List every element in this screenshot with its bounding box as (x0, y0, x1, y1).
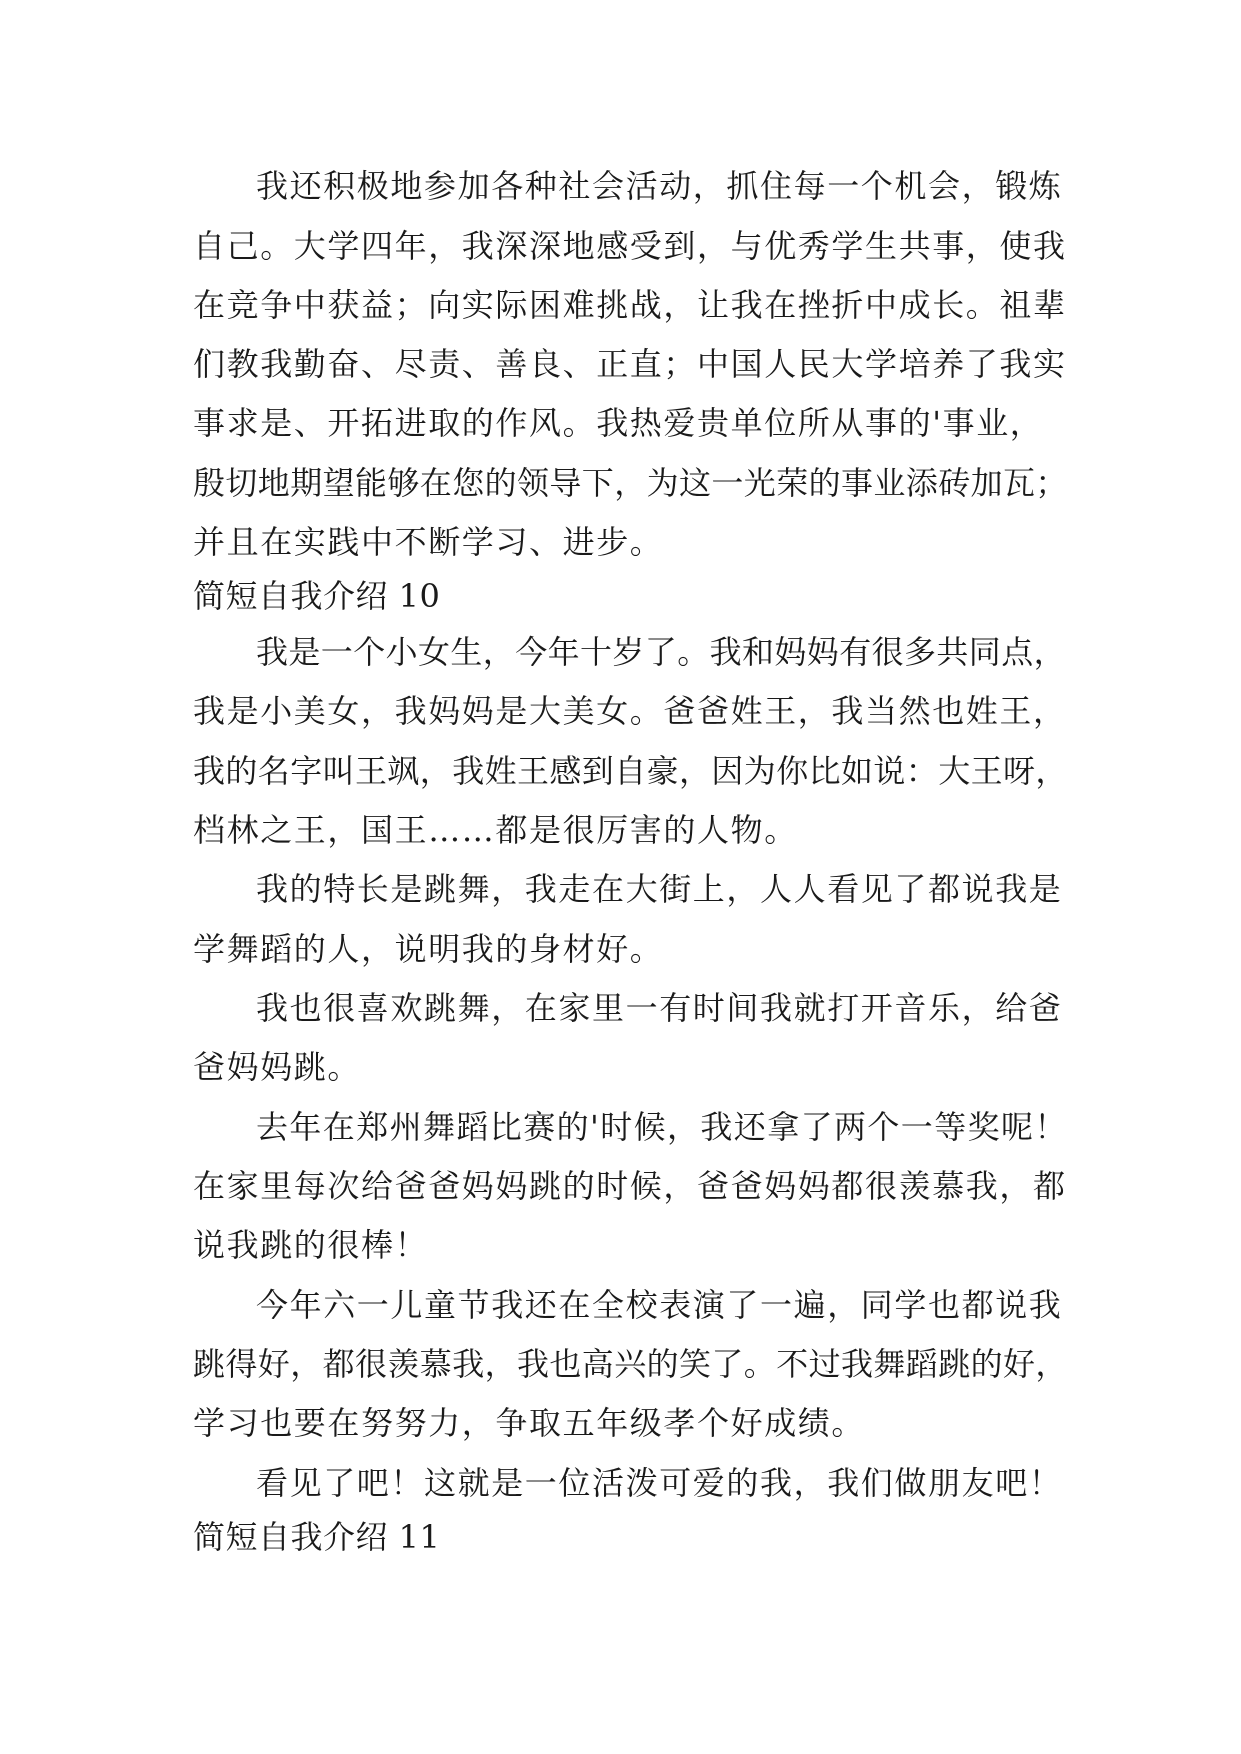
paragraph-line: 跳得好，都很羡慕我，我也高兴的笑了。不过我舞蹈跳的好， (193, 1345, 1068, 1383)
paragraph-line: 我也很喜欢跳舞，在家里一有时间我就打开音乐，给爸 (256, 989, 1063, 1027)
paragraph-line: 在竞争中获益；向实际困难挑战，让我在挫折中成长。祖辈 (193, 286, 1067, 324)
paragraph-line: 看见了吧！这就是一位活泼可爱的我，我们做朋友吧！ (256, 1464, 1063, 1502)
paragraph-line: 去年在郑州舞蹈比赛的'时候，我还拿了两个一等奖呢！ (256, 1108, 1068, 1146)
paragraph-line: 并且在实践中不断学习、进步。 (193, 523, 664, 561)
paragraph-line: 我的名字叫王飒，我姓王感到自豪，因为你比如说：大王呀， (193, 752, 1068, 790)
paragraph-line: 殷切地期望能够在您的领导下，为这一光荣的事业添砖加瓦； (193, 464, 1068, 502)
paragraph-line: 事求是、开拓进取的作风。我热爱贵单位所从事的'事业， (193, 404, 1044, 442)
paragraph-line: 我还积极地参加各种社会活动，抓住每一个机会，锻炼 (256, 167, 1063, 205)
paragraph-line: 自己。大学四年，我深深地感受到，与优秀学生共事，使我 (193, 227, 1067, 265)
paragraph-line: 们教我勤奋、尽责、善良、正直；中国人民大学培养了我实 (193, 345, 1067, 383)
paragraph-line: 我的特长是跳舞，我走在大街上，人人看见了都说我是 (256, 870, 1063, 908)
paragraph-line: 今年六一儿童节我还在全校表演了一遍，同学也都说我 (256, 1286, 1063, 1324)
paragraph-line: 档林之王，国王……都是很厉害的人物。 (193, 811, 798, 849)
paragraph-line: 我是小美女，我妈妈是大美女。爸爸姓王，我当然也姓王， (193, 692, 1067, 730)
section-heading: 简短自我介绍 10 (193, 577, 441, 615)
paragraph-line: 说我跳的很棒！ (193, 1226, 429, 1264)
paragraph-line: 我是一个小女生，今年十岁了。我和妈妈有很多共同点， (256, 633, 1067, 671)
paragraph-line: 在家里每次给爸爸妈妈跳的时候，爸爸妈妈都很羡慕我，都 (193, 1167, 1067, 1205)
paragraph-line: 爸妈妈跳。 (193, 1048, 362, 1086)
paragraph-line: 学舞蹈的人，说明我的身材好。 (193, 930, 664, 968)
paragraph-line: 学习也要在努努力，争取五年级孝个好成绩。 (193, 1404, 866, 1442)
section-heading: 简短自我介绍 11 (193, 1518, 441, 1556)
